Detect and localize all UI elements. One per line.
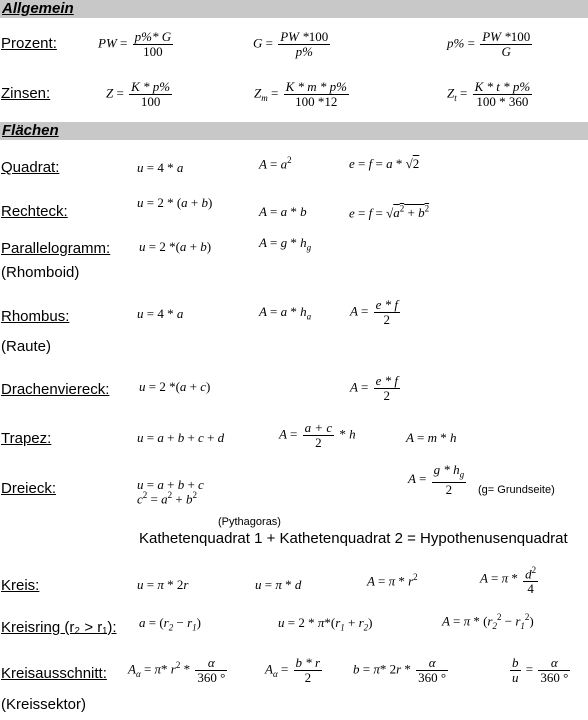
formula-circle-area-diameter: A = π * $\frac{d^2}{4}$ xyxy=(480,565,537,597)
label-kite: Drachenviereck: xyxy=(1,381,110,398)
formula-parallelogram-perimeter: u = 2 *(a + b) xyxy=(139,239,212,254)
formula-sector-area-angle: $A_\alpha = \pi*$ $r^2$ * $\frac{\alpha}{360 ^\circ}$ xyxy=(128,655,226,685)
label-parallelogram: Parallelogramm: xyxy=(1,240,111,257)
formula-interest-month: $Z_m$ = $\frac{K * m * p\%}{100 *12}$ xyxy=(254,79,347,109)
label-rhombus-alt: (Raute) xyxy=(1,338,52,355)
formula-triangle-area: A = $\frac{g * h_g}{2}$ xyxy=(408,462,465,497)
formula-trapezoid-area: A = $\frac{a + c}{2}$ * h xyxy=(279,420,356,450)
formula-rectangle-perimeter: u = 2 * (a + b) xyxy=(137,195,213,210)
formula-rhombus-area: $A = a * h_a$ xyxy=(259,304,312,322)
formula-parallelogram-area: $A = g * h_g$ xyxy=(259,235,312,253)
formula-base-value: G = $\frac{PW *100}{p\%}$ xyxy=(253,29,329,59)
section-title-general: Allgemein xyxy=(2,0,74,17)
label-trapezoid: Trapez: xyxy=(1,430,52,447)
label-rectangle: Rechteck: xyxy=(1,203,68,220)
formula-rhombus-area-diagonals: A = $\frac{e * f}{2}$ xyxy=(350,297,398,327)
formula-percent-value: PW = $\frac{p\%* G}{100}$ xyxy=(98,29,172,59)
formula-square-diagonal: e = f = a * √2 xyxy=(349,156,420,171)
formula-sector-ratio: $\frac{b}{u}$ = $\frac{\alpha}{360 ^\circ}$ xyxy=(512,655,569,685)
formula-circle-perimeter-diameter: u = π * d xyxy=(255,577,302,592)
formula-square-perimeter: u = 4 * a xyxy=(137,160,184,175)
formula-ring-perimeter: $u = 2 * \pi*(r_1 + r_2)$ xyxy=(278,615,373,633)
note-pythagoras: (Pythagoras) xyxy=(218,516,281,528)
formula-circle-area-radius: $A = \pi * r^2$ xyxy=(367,572,418,589)
formula-ring-width: $a = (r_2 - r_1)$ xyxy=(139,615,201,633)
pythagoras-statement: Kathetenquadrat 1 + Kathetenquadrat 2 = Hypothenusenquadrat xyxy=(139,530,568,547)
formula-interest-year: Z = $\frac{K * p\%}{100}$ xyxy=(106,79,171,109)
note-base: (g= Grundseite) xyxy=(478,484,555,496)
label-percent: Prozent: xyxy=(1,35,57,52)
formula-interest-day: $Z_t$ = $\frac{K * t * p\%}{100 * 360}$ xyxy=(447,79,531,109)
formula-sector-area-arc: $A_\alpha$ = $\frac{b * r}{2}$ xyxy=(265,655,321,685)
formula-sector-arc-length: b = π* 2r * $\frac{\alpha}{360 ^\circ}$ xyxy=(353,655,447,685)
formula-triangle-perimeter: u = a + b + c $c^2 = a^2 + b^2$ xyxy=(137,477,204,507)
label-square: Quadrat: xyxy=(1,159,60,176)
label-ring: Kreisring (r₂ > r₁): xyxy=(1,619,117,636)
formula-rhombus-perimeter: u = 4 * a xyxy=(137,306,184,321)
formula-rectangle-area: A = a * b xyxy=(259,204,307,219)
section-header-general xyxy=(0,0,588,18)
formula-ring-area: $A = \pi * (r_2^2 - r_1^2)$ xyxy=(442,612,534,631)
formula-kite-perimeter: u = 2 *(a + c) xyxy=(139,379,211,394)
section-title-areas: Flächen xyxy=(2,122,59,139)
label-sector: Kreisausschnitt: xyxy=(1,665,107,682)
label-triangle: Dreieck: xyxy=(1,480,57,497)
label-parallelogram-alt: (Rhomboid) xyxy=(1,264,80,281)
section-header-areas xyxy=(0,122,588,140)
formula-percent-rate: p% = $\frac{PW *100}{G}$ xyxy=(447,29,531,59)
formula-square-area: $A = a^2$ xyxy=(259,155,292,172)
label-rhombus: Rhombus: xyxy=(1,308,70,325)
label-sector-alt: (Kreissektor) xyxy=(1,696,87,713)
formula-trapezoid-area-midline: A = m * h xyxy=(406,430,457,445)
formula-trapezoid-perimeter: u = a + b + c + d xyxy=(137,430,225,445)
label-circle: Kreis: xyxy=(1,577,40,594)
label-interest: Zinsen: xyxy=(1,85,51,102)
formula-rectangle-diagonal: $e = f = √a^2 + b^2$ xyxy=(349,204,430,221)
formula-kite-area: A = $\frac{e * f}{2}$ xyxy=(350,373,398,403)
formula-circle-perimeter-radius: u = π * 2r xyxy=(137,577,189,592)
